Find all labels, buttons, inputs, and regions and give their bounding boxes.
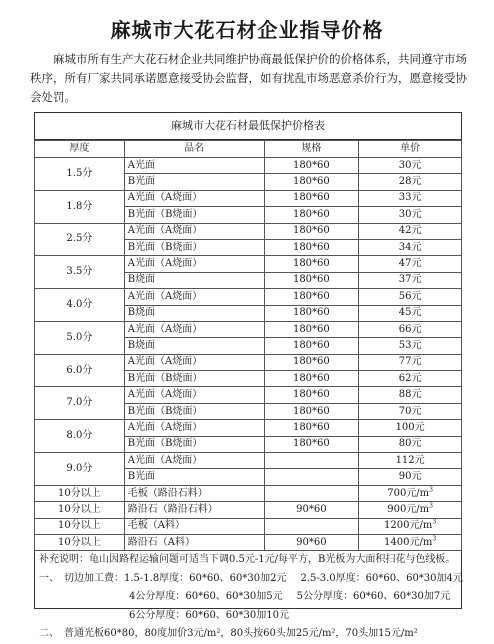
spec-cell: 180*60 xyxy=(264,338,359,354)
spec-cell: 180*60 xyxy=(264,223,359,239)
header-thickness: 厚度 xyxy=(35,141,125,158)
header-name: 品名 xyxy=(124,141,264,158)
spec-cell: 180*60 xyxy=(264,158,359,174)
supplement-note: 补充说明：龟山因路程运输问题可适当下调0.5元-1元/每平方，B光板为大面积扫花与色线板。 xyxy=(39,554,456,566)
header-price: 单价 xyxy=(359,141,462,158)
spec-cell: 180*60 xyxy=(264,174,359,190)
product-name-cell: A光面 xyxy=(124,158,264,174)
cutting-item: 6公分厚度：60*60、60*30加10元 xyxy=(129,609,289,621)
thickness-cell: 4.0分 xyxy=(35,289,125,322)
thickness-cell: 5.0分 xyxy=(35,321,125,354)
page-title: 麻城市大花石材企业指导价格 xyxy=(110,18,384,42)
table-row xyxy=(35,387,462,403)
spec-cell: 180*60 xyxy=(264,272,359,288)
spec-cell: 180*60 xyxy=(264,321,359,337)
table-row xyxy=(35,321,462,337)
product-name-cell: 毛板（A料） xyxy=(124,518,264,534)
cutting-line-1 xyxy=(39,570,461,589)
thickness-cell: 10分以上 xyxy=(35,534,125,550)
unit-superscript: 3 xyxy=(429,502,433,510)
table-row xyxy=(35,502,462,518)
table-row xyxy=(35,420,462,436)
table-row xyxy=(35,190,462,206)
price-cell: 112元 xyxy=(359,453,462,469)
cutting-label: 一、 切边加工费： xyxy=(39,572,124,584)
table-title: 麻城市大花石材最低保护价格表 xyxy=(35,113,461,140)
price-cell: 77元 xyxy=(359,354,462,370)
table-body xyxy=(35,158,462,551)
price-cell xyxy=(359,502,462,518)
spec-cell: 180*60 xyxy=(264,420,359,436)
product-name-cell: A光面（A烧面） xyxy=(124,223,264,239)
spec-cell xyxy=(264,469,359,485)
table-row xyxy=(35,518,462,534)
product-name-cell: A光面（A烧面） xyxy=(124,256,264,272)
table-row xyxy=(35,453,462,469)
notes-section xyxy=(35,551,461,644)
price-cell: 34元 xyxy=(359,239,462,255)
product-name-cell: B光面（B烧面） xyxy=(124,239,264,255)
spec-cell xyxy=(264,518,359,534)
unit-superscript: 3 xyxy=(432,535,437,543)
spec-cell xyxy=(264,485,359,501)
spec-cell: 180*60 xyxy=(264,403,359,419)
product-name-cell: B烧面 xyxy=(124,305,264,321)
unit-superscript: 3 xyxy=(429,486,433,494)
price-cell: 28元 xyxy=(359,174,462,190)
thickness-cell: 10分以上 xyxy=(35,518,125,534)
product-name-cell: B光面 xyxy=(124,174,264,190)
header-spec: 规格 xyxy=(264,141,359,158)
price-cell: 56元 xyxy=(359,289,462,305)
table-row xyxy=(35,223,462,239)
thickness-cell: 10分以上 xyxy=(35,485,125,501)
spec-cell: 180*60 xyxy=(264,207,359,223)
product-name-cell: A光面（A烧面） xyxy=(124,420,264,436)
price-table xyxy=(34,140,462,551)
product-name-cell: 路沿石（路沿石料） xyxy=(124,502,264,518)
thickness-cell: 10分以上 xyxy=(35,502,125,518)
cutting-line-3 xyxy=(39,607,461,626)
spec-cell: 180*60 xyxy=(264,256,359,272)
product-name-cell: A光面（A烧面） xyxy=(124,321,264,337)
product-name-cell: B光面（B烧面） xyxy=(124,371,264,387)
price-cell: 42元 xyxy=(359,223,462,239)
price-cell: 53元 xyxy=(359,338,462,354)
product-name-cell: B光面（B烧面） xyxy=(124,403,264,419)
price-cell: 33元 xyxy=(359,190,462,206)
thickness-cell: 6.0分 xyxy=(35,354,125,387)
price-cell: 62元 xyxy=(359,371,462,387)
product-name-cell: A光面（A烧面） xyxy=(124,354,264,370)
price-cell: 80元 xyxy=(359,436,462,452)
product-name-cell: B光面 xyxy=(124,469,264,485)
price-cell: 70元 xyxy=(359,403,462,419)
unit-superscript: 3 xyxy=(432,518,437,526)
spec-cell: 180*60 xyxy=(264,371,359,387)
price-cell xyxy=(359,485,462,501)
price-cell xyxy=(359,534,462,550)
product-name-cell: B光面（B烧面） xyxy=(124,207,264,223)
cutting-item: 5公分厚度：60*60、60*30加7元 xyxy=(296,591,451,603)
table-row xyxy=(35,256,462,272)
product-name-cell: B烧面 xyxy=(124,272,264,288)
thickness-cell: 1.5分 xyxy=(35,158,125,191)
thickness-cell: 2.5分 xyxy=(35,223,125,256)
cutting-line-2 xyxy=(39,588,461,607)
price-sheet xyxy=(34,112,463,640)
thickness-cell: 8.0分 xyxy=(35,420,125,453)
table-row xyxy=(35,354,462,370)
spec-cell: 180*60 xyxy=(264,305,359,321)
spec-cell: 180*60 xyxy=(264,239,359,255)
price-cell: 30元 xyxy=(359,158,462,174)
spec-cell: 90*60 xyxy=(264,502,359,518)
product-name-cell: B烧面 xyxy=(124,338,264,354)
cutting-item: 1.5-1.8厚度：60*60、60*30加2元 xyxy=(124,572,287,584)
thickness-cell: 7.0分 xyxy=(35,387,125,420)
price-cell: 66元 xyxy=(359,321,462,337)
thickness-cell: 1.8分 xyxy=(35,190,125,223)
thickness-cell: 9.0分 xyxy=(35,453,125,486)
intro-paragraph: 麻城市所有生产大花石材企业共同维护协商最低保护价的价格体系，共同遵守市场秩序，所有厂家共同承诺愿意接受协会监督，如有扰乱市场恶意杀价行为，愿意接受协会处罚。 xyxy=(30,52,467,104)
price-cell: 100元 xyxy=(359,420,462,436)
price-cell: 88元 xyxy=(359,387,462,403)
price-cell xyxy=(359,518,462,534)
thickness-cell: 3.5分 xyxy=(35,256,125,289)
product-name-cell: A光面（A烧面） xyxy=(124,289,264,305)
price-value: 1200元/m xyxy=(384,520,433,532)
cutting-item: 2.5-3.0厚度：60*60、60*30加4元 xyxy=(300,572,463,584)
polish-note: 二、 普通光板60*80，80度加价3元/m²，80头按60头加25元/m²，70头加15元/m² xyxy=(39,628,418,640)
spec-cell: 180*60 xyxy=(264,289,359,305)
cutting-item: 4公分厚度：60*60、60*30加5元 xyxy=(129,591,283,603)
price-cell: 47元 xyxy=(359,256,462,272)
product-name-cell: 毛板（路沿石料） xyxy=(124,485,264,501)
table-row xyxy=(35,534,462,550)
product-name-cell: A光面（A烧面） xyxy=(124,387,264,403)
table-header-row xyxy=(35,141,462,158)
table-row xyxy=(35,158,462,174)
price-value: 900元/m xyxy=(387,503,430,515)
table-row xyxy=(35,289,462,305)
product-name-cell: A光面（A烧面） xyxy=(124,190,264,206)
spec-cell: 180*60 xyxy=(264,190,359,206)
product-name-cell: B光面（B烧面） xyxy=(124,436,264,452)
table-row xyxy=(35,485,462,501)
price-cell: 37元 xyxy=(359,272,462,288)
price-value: 1400元/m xyxy=(384,536,433,548)
price-value: 700元/m xyxy=(387,487,430,499)
spec-cell: 180*60 xyxy=(264,436,359,452)
price-cell: 90元 xyxy=(359,469,462,485)
spec-cell: 180*60 xyxy=(264,354,359,370)
spec-cell: 180*60 xyxy=(264,387,359,403)
price-cell: 30元 xyxy=(359,207,462,223)
spec-cell xyxy=(264,453,359,469)
product-name-cell: 路沿石（A料） xyxy=(124,534,264,550)
spec-cell: 90*60 xyxy=(264,534,359,550)
product-name-cell: A光面（A烧面） xyxy=(124,453,264,469)
price-cell: 45元 xyxy=(359,305,462,321)
